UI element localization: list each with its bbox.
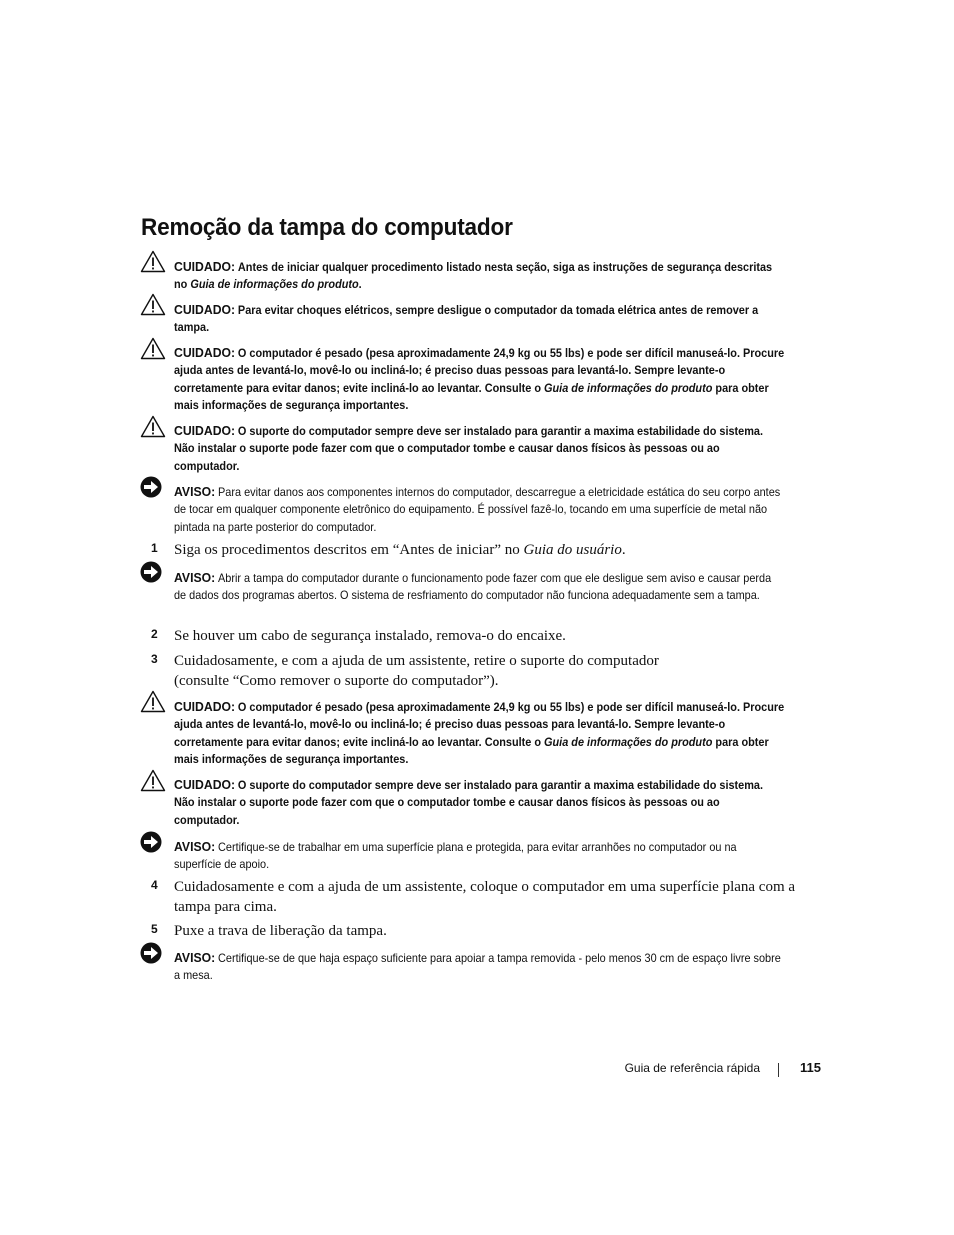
footer-divider <box>778 1063 779 1077</box>
caution-label: CUIDADO: <box>174 423 236 438</box>
notice-label: AVISO: <box>174 484 216 499</box>
product-guide-ref: Guia de informações do produto <box>544 381 713 395</box>
product-guide-ref: Guia de informações do produto <box>544 735 713 749</box>
caution-label: CUIDADO: <box>174 302 236 317</box>
warning-triangle-icon <box>140 415 166 438</box>
page-title: Remoção da tampa do computador <box>141 214 513 241</box>
notice-text: AVISO: Certifique-se de trabalhar em uma superfície plana e protegida, para evitar arranhões no computador ou na superfície de apoio. <box>174 839 737 872</box>
notice-arrow-icon <box>140 942 162 964</box>
warning-triangle-icon <box>140 293 166 316</box>
notice-text: AVISO: Abrir a tampa do computador durante o funcionamento pode fazer com que ele desligue sem aviso e causar perda de dados dos programas abertos. O sistema de resfriamento do computador não funciona adequadamente sem a tampa. <box>174 570 772 603</box>
step-text: Cuidadosamente e com a ajuda de um assistente, coloque o computador em uma superfície plana com a tampa para cima. <box>174 879 796 915</box>
step-number: 4 <box>151 878 158 892</box>
notice-arrow-icon <box>140 831 162 853</box>
notice-label: AVISO: <box>174 570 216 585</box>
caution-label: CUIDADO: <box>174 259 236 274</box>
product-guide-ref: Guia de informações do produto <box>190 278 359 292</box>
step-text: Cuidadosamente, e com a ajuda de um assistente, retire o suporte do computador (consulte “Como remover o suporte do computador”). <box>174 653 659 689</box>
step-number: 3 <box>151 652 158 666</box>
notice-text: AVISO: Para evitar danos aos componentes internos do computador, descarregue a eletricidade estática do seu corpo antes de tocar em qualquer componente eletrônico do equipamento. É possível fazê-lo, tocando em uma superfície de metal não pintada na parte posterior do computador. <box>174 484 781 534</box>
caution-text: CUIDADO: Para evitar choques elétricos, sempre desligue o computador da tomada elétrica antes de remover a tampa. <box>174 302 759 335</box>
notice-text: AVISO: Certifique-se de que haja espaço suficiente para apoiar a tampa removida - pelo menos 30 cm de espaço livre sobre a mesa. <box>174 950 781 983</box>
caution-label: CUIDADO: <box>174 345 236 360</box>
step-number: 2 <box>151 627 158 641</box>
warning-triangle-icon <box>140 769 166 792</box>
caution-label: CUIDADO: <box>174 699 236 714</box>
step-number: 5 <box>151 922 158 936</box>
caution-text: CUIDADO: O suporte do computador sempre deve ser instalado para garantir a maxima estabilidade do sistema. Não instalar o suporte pode fazer com que o computador tombe e causar danos físicos às pessoas ou ao computador. <box>174 777 764 827</box>
caution-text: CUIDADO: O suporte do computador sempre deve ser instalado para garantir a maxima estabilidade do sistema. Não instalar o suporte pode fazer com que o computador tombe e causar danos físicos às pessoas ou ao computador. <box>174 423 764 473</box>
caution-text: CUIDADO: O computador é pesado (pesa aproximadamente 24,9 kg ou 55 lbs) e pode ser difícil manuseá-lo. Procure ajuda antes de levantá-lo, movê-lo ou incliná-lo; é preciso duas pessoas para levantá-lo. Sempre levante-o corretamente para evitar danos; evite incliná-lo ao levantar. Consulte o Guia de informações do produto para obter mais informações de segurança importantes. <box>174 345 785 412</box>
step-text: Puxe a trava de liberação da tampa. <box>174 923 387 939</box>
step-text: Se houver um cabo de segurança instalado, remova-o do encaixe. <box>174 628 566 644</box>
notice-arrow-icon <box>140 561 162 583</box>
warning-triangle-icon <box>140 690 166 713</box>
notice-label: AVISO: <box>174 950 216 965</box>
notice-label: AVISO: <box>174 839 216 854</box>
footer-guide-title: Guia de referência rápida <box>624 1061 760 1075</box>
page-number: 115 <box>800 1060 821 1075</box>
step-text: Siga os procedimentos descritos em “Antes de iniciar” no Guia do usuário. <box>174 542 626 558</box>
step-number: 1 <box>151 541 158 555</box>
warning-triangle-icon <box>140 250 166 273</box>
user-guide-ref: Guia do usuário <box>523 542 622 558</box>
caution-text: CUIDADO: O computador é pesado (pesa aproximadamente 24,9 kg ou 55 lbs) e pode ser difícil manuseá-lo. Procure ajuda antes de levantá-lo, movê-lo ou incliná-lo; é preciso duas pessoas para levantá-lo. Sempre levante-o corretamente para evitar danos; evite incliná-lo ao levantar. Consulte o Guia de informações do produto para obter mais informações de segurança importantes. <box>174 699 785 766</box>
warning-triangle-icon <box>140 337 166 360</box>
caution-label: CUIDADO: <box>174 777 236 792</box>
caution-text: CUIDADO: Antes de iniciar qualquer procedimento listado nesta seção, siga as instruções de segurança descritas no Guia de informações do produto. <box>174 259 773 292</box>
notice-arrow-icon <box>140 476 162 498</box>
